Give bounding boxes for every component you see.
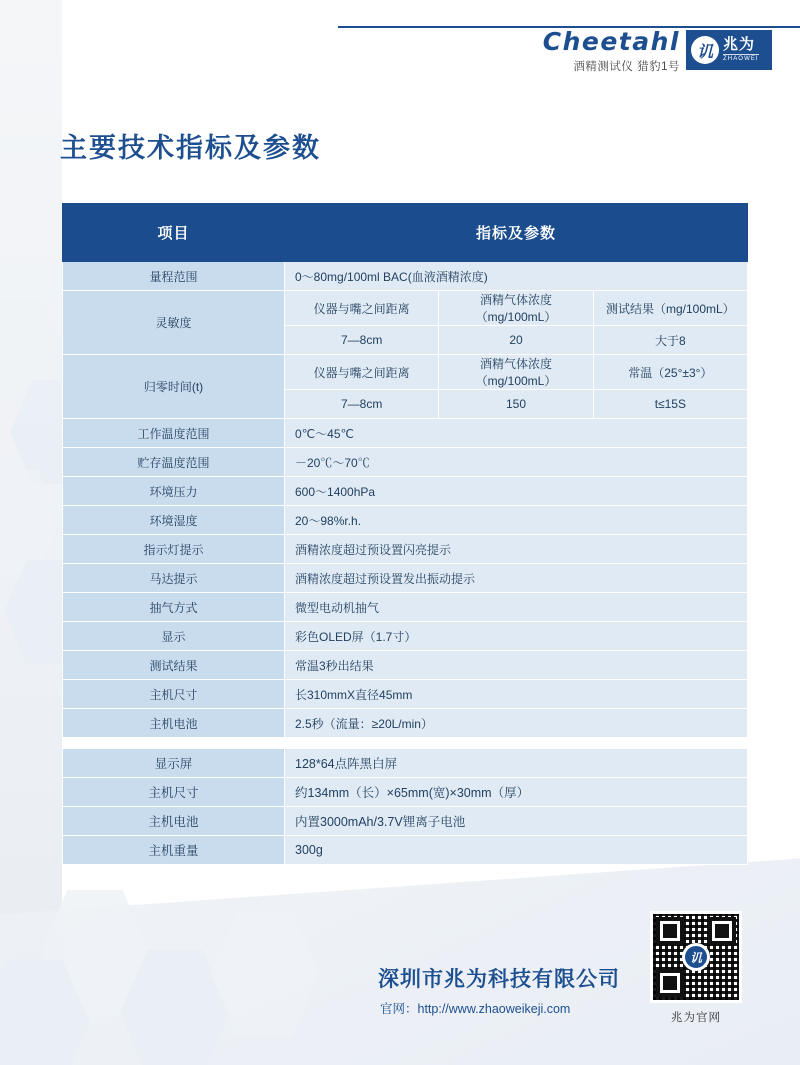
qr-center-logo-icon: 讥 [682,943,710,971]
table-row [63,680,748,709]
table-row [63,622,748,651]
table-row [63,419,748,448]
row-label: 显示屏 [63,749,285,778]
row-label: 主机尺寸 [63,778,285,807]
row-label: 工作温度范围 [63,419,285,448]
row-value: 彩色OLED屏（1.7寸） [285,622,748,651]
row-label: 主机电池 [63,807,285,836]
column-header-item: 项目 [63,204,285,262]
row-value: 300g [285,836,748,865]
brand-subtitle: 酒精测试仪 猎豹1号 [573,61,680,73]
row-value: －20℃～70℃ [285,448,748,477]
logo-text [723,37,759,62]
table-row [63,448,748,477]
table-row [63,749,748,778]
row-value: 酒精浓度超过预设置发出振动提示 [285,564,748,593]
row-subhead-cell: 仪器与嘴之间距离 [285,291,439,326]
row-label: 归零时间(t) [63,355,285,419]
row-value: 20～98%r.h. [285,506,748,535]
qr-code-image [650,911,742,1003]
row-value-cell: 7—8cm [285,326,439,355]
row-value: 长310mmX直径45mm [285,680,748,709]
page-header [0,0,800,92]
row-value: 2.5秒（流量：≥20L/min） [285,709,748,738]
row-label: 环境压力 [63,477,285,506]
logo-chinese-name: 兆为 [723,36,756,54]
table-row [63,836,748,865]
logo-english-name: ZHAOWEI [723,56,759,63]
table-row [63,807,748,836]
spec-table-secondary [62,748,748,865]
table-row [63,506,748,535]
table-row [63,593,748,622]
row-label: 贮存温度范围 [63,448,285,477]
company-website: 官网：http://www.zhaoweikeji.com [380,1002,571,1016]
row-label: 主机尺寸 [63,680,285,709]
row-label: 马达提示 [63,564,285,593]
row-value: 微型电动机抽气 [285,593,748,622]
page-footer [0,905,800,1065]
table-row [63,355,748,390]
company-name: 深圳市兆为科技有限公司 [378,968,620,991]
table-row [63,564,748,593]
row-subhead-cell: 酒精气体浓度（mg/100mL） [439,355,593,390]
table-row [63,262,748,291]
table-row [63,535,748,564]
row-label: 量程范围 [63,262,285,291]
table-row [63,477,748,506]
qr-caption: 兆为官网 [671,1012,721,1024]
row-value: 约134mm（长）×65mm(宽)×30mm（厚） [285,778,748,807]
row-subhead-cell: 仪器与嘴之间距离 [285,355,439,390]
row-value: 0℃～45℃ [285,419,748,448]
row-value: 酒精浓度超过预设置闪亮提示 [285,535,748,564]
row-value: 600～1400hPa [285,477,748,506]
table-row [63,778,748,807]
row-value: 128*64点阵黑白屏 [285,749,748,778]
table-row [63,291,748,326]
row-value-cell: 150 [439,390,593,419]
row-label: 抽气方式 [63,593,285,622]
row-value-cell: 7—8cm [285,390,439,419]
company-logo [686,30,772,70]
row-subhead-cell: 酒精气体浓度（mg/100mL） [439,291,593,326]
row-label: 主机重量 [63,836,285,865]
row-subhead-cell: 测试结果（mg/100mL） [593,291,747,326]
column-header-spec: 指标及参数 [285,204,748,262]
row-label: 显示 [63,622,285,651]
row-label: 灵敏度 [63,291,285,355]
row-value: 0～80mg/100ml BAC(血液酒精浓度) [285,262,748,291]
row-value-cell: t≤15S [593,390,747,419]
brand-name: Cheetahl [542,27,680,56]
page-title: 主要技术指标及参数 [60,133,321,163]
spec-table [62,203,748,738]
row-value-cell: 大于8 [593,326,747,355]
row-label: 主机电池 [63,709,285,738]
brand-block [350,28,680,76]
table-row [63,709,748,738]
row-label: 指示灯提示 [63,535,285,564]
table-row [63,651,748,680]
logo-mark-icon: 讥 [691,36,719,64]
table-header-row [63,204,748,262]
row-subhead-cell: 常温（25°±3°） [593,355,747,390]
row-label: 环境湿度 [63,506,285,535]
row-value-cell: 20 [439,326,593,355]
row-value: 内置3000mAh/3.7V锂离子电池 [285,807,748,836]
qr-block [650,911,742,1025]
row-label: 测试结果 [63,651,285,680]
row-value: 常温3秒出结果 [285,651,748,680]
